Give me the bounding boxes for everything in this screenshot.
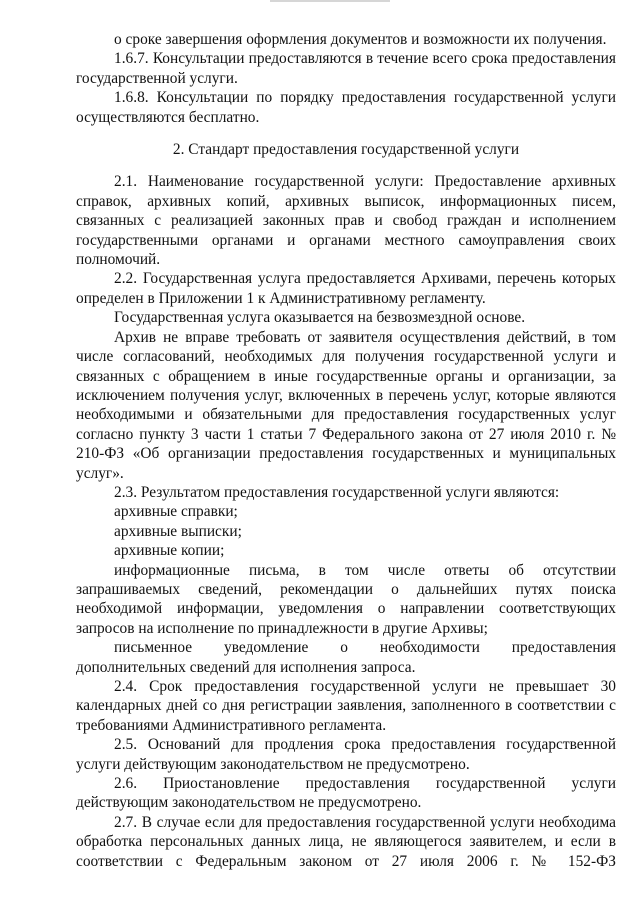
result-item-copies: архивные копии; bbox=[114, 542, 225, 560]
paragraph-2-2: 2.2. Государственная услуга предоставляется Архивами, перечень которых определен в Приложении 1 к Административному регламенту. bbox=[76, 270, 616, 307]
paragraph-2-6: 2.6. Приостановление предоставления государственной услуги действующим законодательством не предусмотрено. bbox=[76, 775, 616, 812]
scan-artifact bbox=[270, 0, 390, 2]
document-body bbox=[76, 30, 616, 871]
paragraph-2-1: 2.1. Наименование государственной услуги: Предоставление архивных справок, архивных копий, архивных выписок, информационных писем, связанных с реализацией законных прав и свобод граждан и исполнением государственными органами и органами местного самоуправления своих полномочий. bbox=[76, 173, 616, 269]
paragraph-free-basis: Государственная услуга оказывается на безвозмездной основе. bbox=[114, 309, 526, 327]
paragraph-2-4: 2.4. Срок предоставления государственной услуги не превышает 30 календарных дней со дня регистрации заявления, заполненного в соответствии с требованиями Административного регламента. bbox=[76, 678, 616, 734]
paragraph-archive-restrictions: Архив не вправе требовать от заявителя осуществления действий, в том числе согласований, необходимых для получения государственной услуги и связанных с обращением в иные государственные органы и организации, за исключением получения услуг, включенных в перечень услуг, которые являются необходимыми и обязательными для предоставления государственных услуг согласно пункту 3 части 1 статьи 7 Федерального закона от 27 июля 2010 г. № 210-ФЗ «Об организации предоставления государственных и муниципальных услуг». bbox=[76, 328, 616, 482]
paragraph-consultation-end: о сроке завершения оформления документов и возможности их получения. bbox=[114, 31, 607, 48]
paragraph-written-notice: письменное уведомление о необходимости предоставления дополнительных сведений для исполнения запроса. bbox=[76, 639, 616, 676]
paragraph-info-letters: информационные письма, в том числе ответы об отсутствии запрашиваемых сведений, рекомендации о дальнейших путях поиска необходимой информации, уведомления о направлении соответствующих запросов на исполнение по принадлежности в другие Архивы; bbox=[76, 561, 616, 637]
paragraph-2-3: 2.3. Результатом предоставления государственной услуги являются: bbox=[114, 483, 560, 501]
paragraph-1-6-7: 1.6.7. Консультации предоставляются в течение всего срока предоставления государственной услуги. bbox=[76, 50, 616, 87]
paragraph-1-6-8: 1.6.8. Консультации по порядку предоставления государственной услуги осуществляются бесплатно. bbox=[76, 89, 616, 126]
result-item-references: архивные справки; bbox=[114, 503, 238, 521]
paragraph-2-7: 2.7. В случае если для предоставления государственной услуги необходима обработка персональных данных лица, не являющегося заявителем, и если в соответствии с Федеральным законом от 27 июля 2006 г. № 152-ФЗ bbox=[76, 813, 616, 870]
section-heading: 2. Стандарт предоставления государственной услуги bbox=[172, 141, 520, 159]
result-item-extracts: архивные выписки; bbox=[114, 522, 242, 540]
paragraph-2-5: 2.5. Оснований для продления срока предоставления государственной услуги действующим законодательством не предусмотрено. bbox=[76, 736, 616, 773]
